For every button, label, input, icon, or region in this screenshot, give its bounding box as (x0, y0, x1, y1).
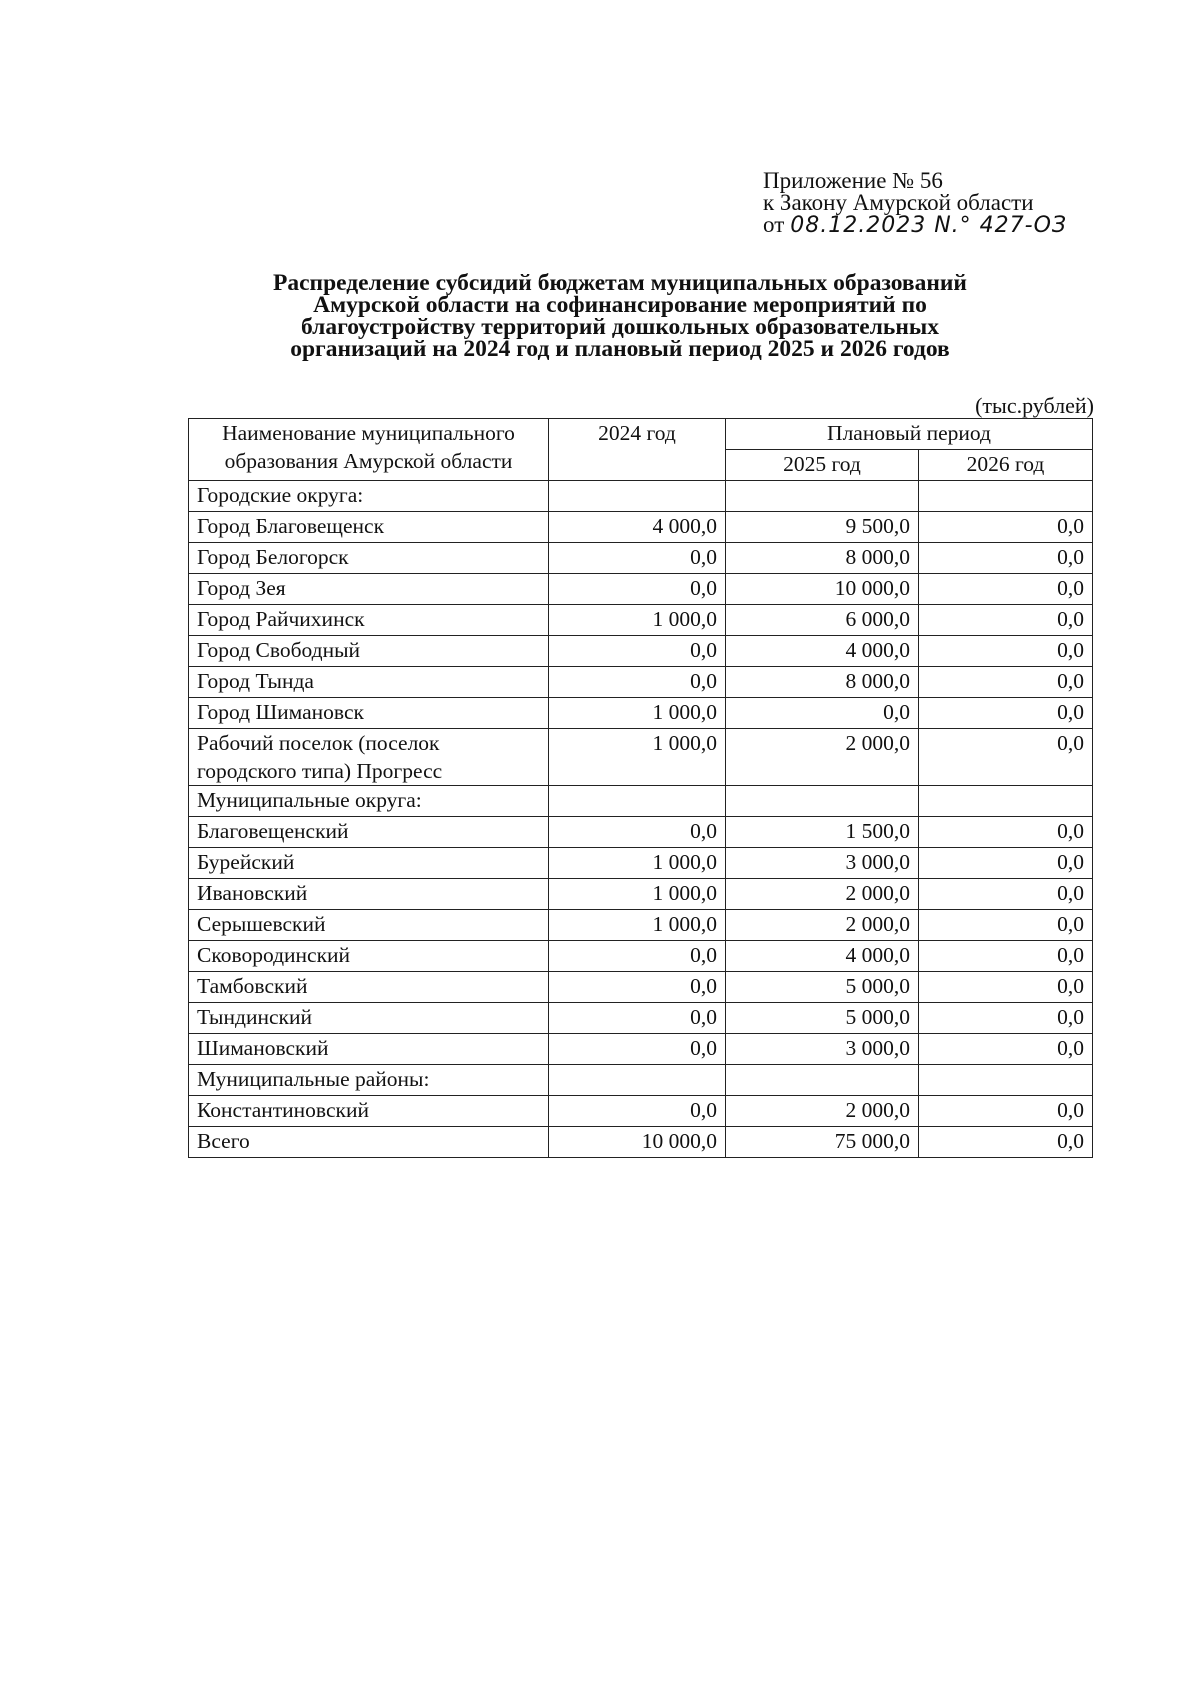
table-row: Сковородинский 0,0 4 000,0 0,0 (189, 941, 1093, 972)
title-line-1: Распределение субсидий бюджетам муниципальных образований (273, 270, 967, 296)
section-row-municipal-districts (189, 786, 1093, 817)
document-title (190, 272, 1050, 360)
table-row: Город Свободный 0,0 4 000,0 0,0 (189, 636, 1093, 667)
section-row-urban-districts (189, 481, 1093, 512)
appendix-law-reference: к Закону Амурской области (763, 190, 1034, 215)
appendix-number: Приложение № 56 (763, 168, 943, 193)
header-2024: 2024 год (549, 419, 726, 481)
header-2025: 2025 год (726, 450, 919, 481)
table-row: Ивановский 1 000,0 2 000,0 0,0 (189, 879, 1093, 910)
table-row: Тамбовский 0,0 5 000,0 0,0 (189, 972, 1093, 1003)
table-row: Город Зея 0,0 10 000,0 0,0 (189, 574, 1093, 605)
title-line-2: Амурской области на софинансирование мероприятий по (313, 292, 927, 318)
table-row: Благовещенский 0,0 1 500,0 0,0 (189, 817, 1093, 848)
units-label: (тыс.рублей) (975, 393, 1094, 418)
section-label: Муниципальные округа: (189, 786, 549, 817)
appendix-header (763, 170, 1067, 237)
title-line-4: организаций на 2024 год и плановый период 2025 и 2026 годов (290, 336, 950, 362)
table-row: Тындинский 0,0 5 000,0 0,0 (189, 1003, 1093, 1034)
table-row: Шимановский 0,0 3 000,0 0,0 (189, 1034, 1093, 1065)
total-row: Всего 10 000,0 75 000,0 0,0 (189, 1127, 1093, 1158)
table-row: Город Райчихинск 1 000,0 6 000,0 0,0 (189, 605, 1093, 636)
appendix-date-line (763, 214, 1067, 237)
table-row: Серышевский 1 000,0 2 000,0 0,0 (189, 910, 1093, 941)
table-row: Город Тында 0,0 8 000,0 0,0 (189, 667, 1093, 698)
table-row: Город Шимановск 1 000,0 0,0 0,0 (189, 698, 1093, 729)
section-label: Муниципальные районы: (189, 1065, 549, 1096)
table-row: Рабочий поселок (поселок городского типа) Прогресс 1 000,0 2 000,0 0,0 (189, 729, 1093, 786)
table-row: Город Белогорск 0,0 8 000,0 0,0 (189, 543, 1093, 574)
table-row: Бурейский 1 000,0 3 000,0 0,0 (189, 848, 1093, 879)
appendix-date-prefix: от (763, 212, 785, 237)
table-row: Константиновский 0,0 2 000,0 0,0 (189, 1096, 1093, 1127)
header-2026: 2026 год (919, 450, 1093, 481)
table-row: Город Благовещенск 4 000,0 9 500,0 0,0 (189, 512, 1093, 543)
title-line-3: благоустройству территорий дошкольных образовательных (301, 314, 939, 340)
subsidy-table (188, 418, 1093, 1158)
handwritten-date-number: 08.12.2023 N.° 427-ОЗ (790, 213, 1067, 238)
header-planned-period: Плановый период (726, 419, 1093, 450)
header-municipality-name: Наименование муниципального образования Амурской области (189, 419, 549, 481)
section-row-municipal-regions (189, 1065, 1093, 1096)
section-label: Городские округа: (189, 481, 549, 512)
